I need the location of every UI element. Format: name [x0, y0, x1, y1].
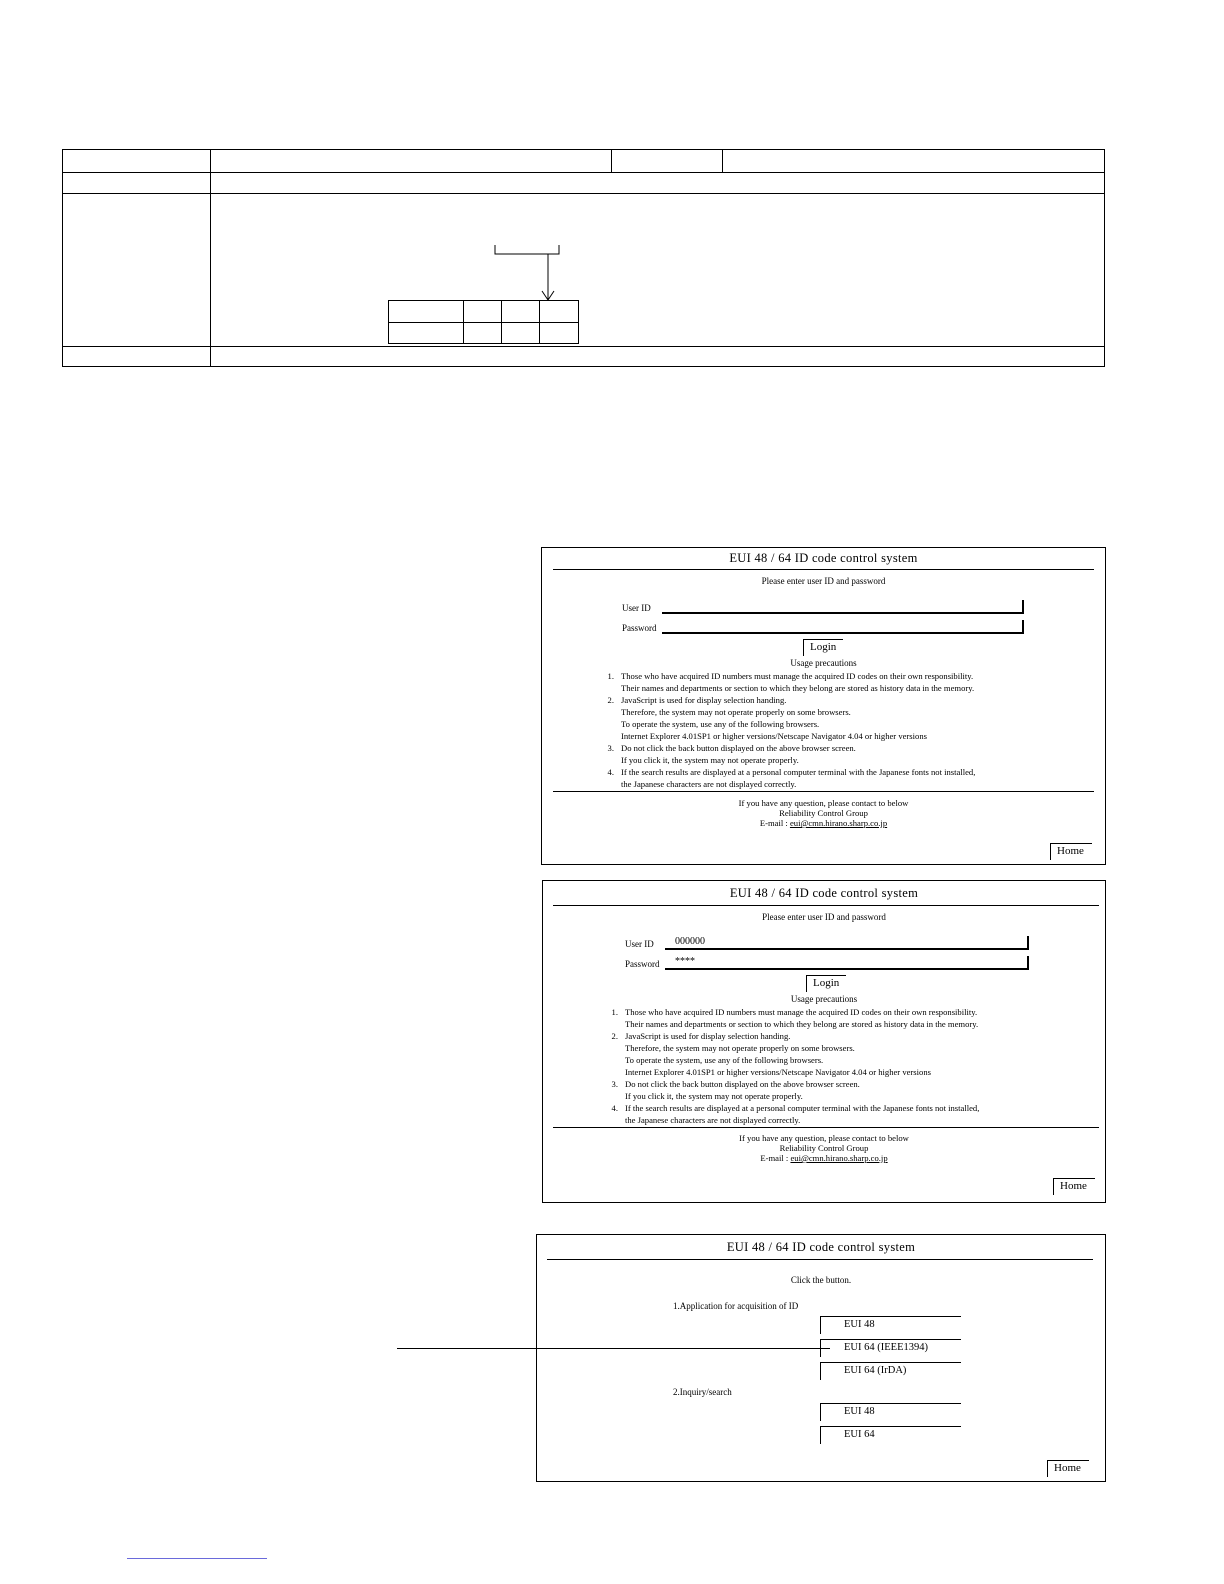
- home-button[interactable]: Home: [1053, 1178, 1095, 1195]
- mini-col-divider: [539, 301, 540, 343]
- bracket-arrow-icon: [488, 245, 568, 303]
- section-application-label: 1.Application for acquisition of ID: [673, 1301, 799, 1311]
- search-eui48-button[interactable]: EUI 48: [820, 1403, 961, 1421]
- precaution-line: Their names and departments or section to which they belong are stored as history data in the memory.: [621, 683, 975, 693]
- user-id-input[interactable]: 000000: [665, 936, 1029, 950]
- section-inquiry-label: 2.Inquiry/search: [673, 1387, 732, 1397]
- precautions-list: [604, 1006, 979, 1126]
- table-row-divider: [63, 193, 1104, 194]
- login-prompt: Please enter user ID and password: [762, 912, 886, 922]
- page-title: EUI 48 / 64 ID code control system: [729, 551, 918, 565]
- precaution-item: 4. If the search results are displayed at a personal computer terminal with the Japanese fonts not installed,: [607, 767, 976, 777]
- apply-eui64-irda-button[interactable]: EUI 64 (IrDA): [820, 1362, 961, 1380]
- precautions-title: Usage precautions: [790, 658, 857, 668]
- email-label: E-mail :: [760, 1153, 791, 1163]
- precautions-title: Usage precautions: [790, 994, 858, 1004]
- precaution-item: 3. Do not click the back button displayed on the above browser screen.: [611, 1079, 860, 1089]
- precaution-item: 1. Those who have acquired ID numbers must manage the acquired ID codes on their own responsibility.: [611, 1007, 978, 1017]
- contact-divider: [553, 791, 1094, 792]
- login-button[interactable]: Login: [806, 975, 846, 992]
- email-label: E-mail :: [759, 818, 790, 828]
- contact-group: Reliability Control Group: [779, 808, 868, 818]
- contact-divider: [553, 1127, 1099, 1128]
- table-row-divider: [63, 346, 1104, 347]
- home-button[interactable]: Home: [1050, 843, 1092, 860]
- apply-eui48-button[interactable]: EUI 48: [820, 1316, 961, 1334]
- contact-line: If you have any question, please contact to below: [739, 1133, 909, 1143]
- precaution-line: If you click it, the system may not operate properly.: [621, 755, 799, 765]
- mini-row-divider: [389, 322, 578, 323]
- precautions-list: [600, 670, 975, 790]
- title-divider: [553, 905, 1099, 906]
- title-divider: [547, 1259, 1093, 1260]
- footer-rule: [127, 1558, 267, 1559]
- table-row-divider: [63, 172, 1104, 173]
- user-id-input[interactable]: [662, 600, 1024, 614]
- precaution-line: Therefore, the system may not operate properly on some browsers.: [621, 707, 851, 717]
- precaution-item: 2. JavaScript is used for display selection handing.: [607, 695, 787, 705]
- precaution-line: the Japanese characters are not displayed correctly.: [625, 1115, 801, 1125]
- precaution-line: To operate the system, use any of the following browsers.: [621, 719, 820, 729]
- precaution-item: 4. If the search results are displayed at a personal computer terminal with the Japanese fonts not installed,: [611, 1103, 980, 1113]
- precaution-line: Internet Explorer 4.01SP1 or higher versions/Netscape Navigator 4.04 or higher versions: [621, 731, 927, 741]
- table-col-divider: [210, 150, 211, 366]
- title-divider: [553, 569, 1094, 570]
- menu-screen: [536, 1234, 1106, 1482]
- search-eui64-button[interactable]: EUI 64: [820, 1426, 961, 1444]
- precaution-item: 3. Do not click the back button displayed on the above browser screen.: [607, 743, 856, 753]
- password-input[interactable]: [662, 620, 1024, 634]
- precaution-item: 1. Those who have acquired ID numbers must manage the acquired ID codes on their own responsibility.: [607, 671, 974, 681]
- mini-col-divider: [501, 301, 502, 343]
- contact-email-row: [543, 1154, 1105, 1164]
- apply-eui64-ieee1394-button[interactable]: EUI 64 (IEEE1394): [820, 1339, 961, 1357]
- table-col-divider: [722, 150, 723, 172]
- table-col-divider: [611, 150, 612, 172]
- user-id-label: User ID: [622, 603, 651, 613]
- precaution-line: Their names and departments or section to which they belong are stored as history data in the memory.: [625, 1019, 979, 1029]
- contact-group: Reliability Control Group: [779, 1143, 869, 1153]
- precaution-line: If you click it, the system may not operate properly.: [625, 1091, 803, 1101]
- contact-line: If you have any question, please contact to below: [738, 798, 909, 808]
- login-button[interactable]: Login: [803, 639, 843, 656]
- precaution-line: To operate the system, use any of the following browsers.: [625, 1055, 824, 1065]
- precaution-line: Therefore, the system may not operate properly on some browsers.: [625, 1043, 855, 1053]
- blank-form-table: [62, 149, 1105, 367]
- password-input[interactable]: ****: [665, 956, 1029, 970]
- precaution-line: the Japanese characters are not displayed correctly.: [621, 779, 797, 789]
- password-label: Password: [622, 623, 657, 633]
- password-label: Password: [625, 959, 660, 969]
- user-id-label: User ID: [625, 939, 654, 949]
- email-link[interactable]: eui@cmn.hirano.sharp.co.jp: [789, 818, 888, 828]
- mini-grid-table: [388, 300, 579, 344]
- email-link[interactable]: eui@cmn.hirano.sharp.co.jp: [790, 1153, 888, 1163]
- contact-email-row: [542, 819, 1105, 829]
- login-screen-filled: [542, 880, 1106, 1203]
- login-prompt: Please enter user ID and password: [761, 576, 886, 586]
- menu-instruction: Click the button.: [790, 1275, 852, 1285]
- home-button[interactable]: Home: [1047, 1460, 1089, 1477]
- precaution-item: 2. JavaScript is used for display selection handing.: [611, 1031, 791, 1041]
- pointer-leader-line: [397, 1348, 830, 1349]
- precaution-line: Internet Explorer 4.01SP1 or higher versions/Netscape Navigator 4.04 or higher versions: [625, 1067, 931, 1077]
- page-title: EUI 48 / 64 ID code control system: [726, 1240, 916, 1254]
- login-screen-empty: [541, 547, 1106, 865]
- mini-col-divider: [463, 301, 464, 343]
- page-title: EUI 48 / 64 ID code control system: [729, 886, 919, 900]
